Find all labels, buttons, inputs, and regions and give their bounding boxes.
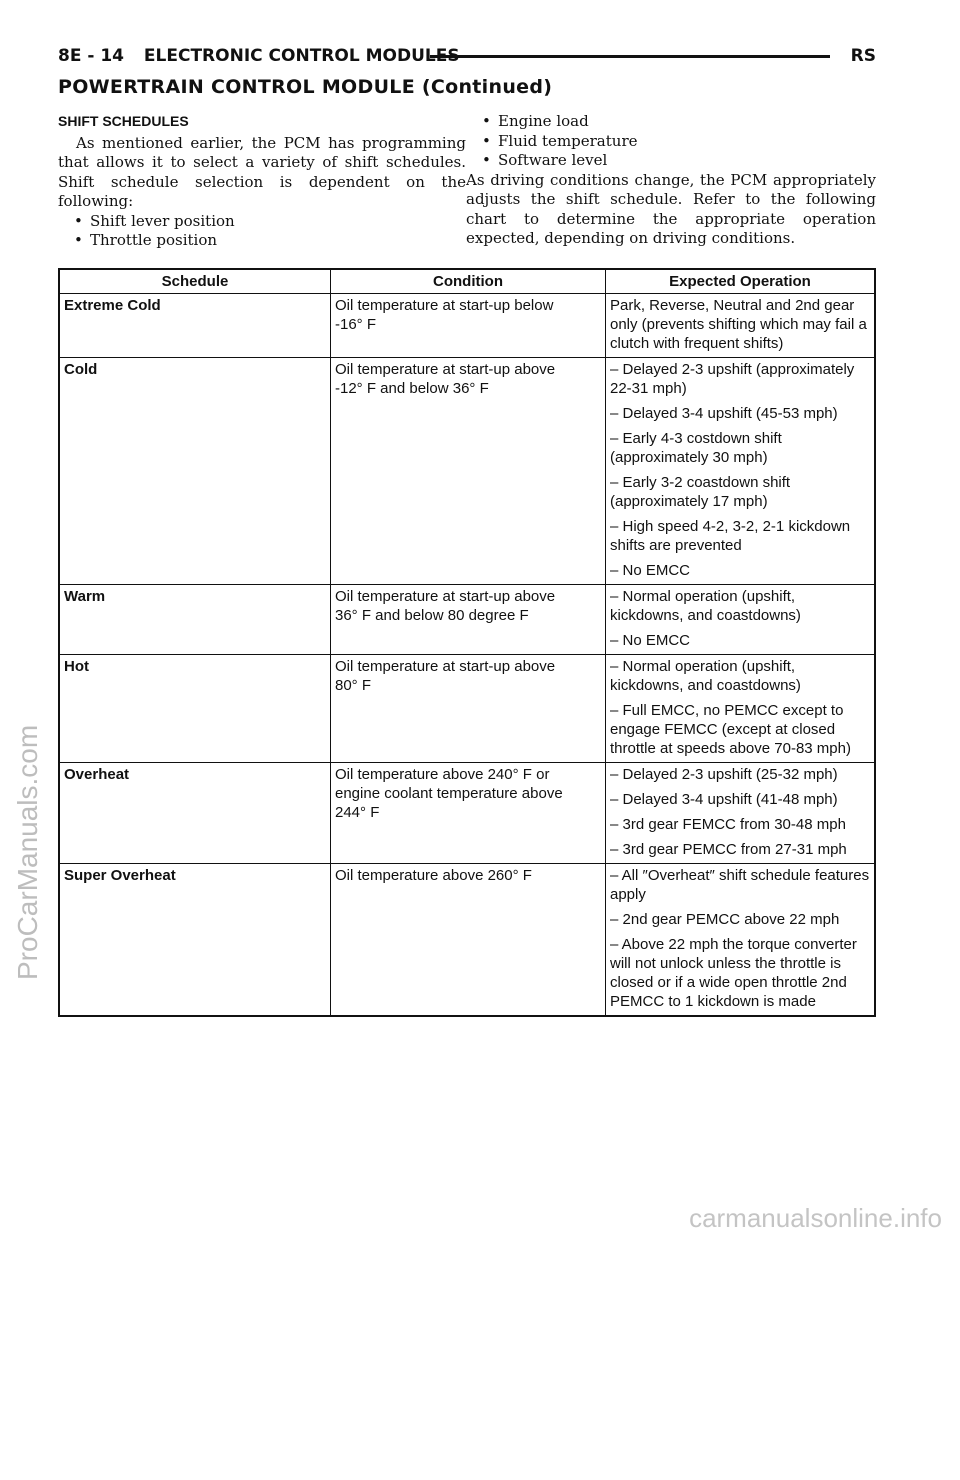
operation-cell: [606, 763, 876, 864]
page-header: [58, 46, 876, 70]
operation-item: – 3rd gear PEMCC from 27-31 mph: [610, 841, 847, 858]
operation-item: – Early 3-2 coastdown shift (approximately 17 mph): [610, 474, 791, 510]
bullet-list-left: [58, 212, 466, 251]
operation-item: – No EMCC: [610, 562, 691, 579]
header-rule: [430, 55, 830, 58]
bullet-item: • Software level: [492, 151, 876, 171]
schedule-name: Overheat: [59, 763, 331, 864]
operation-item: – Delayed 3-4 upshift (45-53 mph): [610, 405, 838, 422]
condition-cell: [331, 585, 606, 655]
side-watermark-container: [12, 724, 52, 1480]
side-watermark: ProCarManuals.com: [12, 724, 43, 980]
operation-cell: [606, 655, 876, 763]
operation-item: – All ″Overheat″ shift schedule features apply: [610, 867, 870, 903]
schedule-name: Warm: [59, 585, 331, 655]
table-row: [59, 294, 875, 358]
page-number: 8E - 14: [58, 46, 124, 66]
continued-title: POWERTRAIN CONTROL MODULE (Continued): [58, 76, 553, 98]
operation-item: – High speed 4-2, 3-2, 2-1 kickdown shifts are prevented: [610, 518, 851, 554]
schedule-name: Super Overheat: [59, 864, 331, 1017]
followup-paragraph: As driving conditions change, the PCM appropriately adjusts the shift schedule. Refer to the following chart to determine the appropriate operation expected, depending on driving conditions.: [466, 170, 876, 247]
intro-paragraph: As mentioned earlier, the PCM has programming that allows it to select a variety of shift schedules. Shift schedule selection is dependent on the following:: [58, 133, 466, 210]
operation-cell: [606, 864, 876, 1017]
operation-item: – Early 4-3 costdown shift (approximately 30 mph): [610, 430, 782, 466]
table-row: [59, 763, 875, 864]
condition-line: Oil temperature at start-up above: [335, 588, 556, 605]
model-code: RS: [850, 46, 876, 66]
bottom-watermark: carmanualsonline.info: [689, 1203, 942, 1233]
operation-item: – Normal operation (upshift, kickdowns, and coastdowns): [610, 588, 801, 624]
bullet-list-right: [466, 112, 876, 171]
bullet-item: • Engine load: [492, 112, 876, 132]
table-row: [59, 864, 875, 1017]
condition-line: Oil temperature above 240° F or: [335, 766, 550, 783]
condition-line: Oil temperature above 260° F: [335, 867, 532, 884]
operation-item: – Delayed 3-4 upshift (41-48 mph): [610, 791, 838, 808]
operation-item: – 3rd gear FEMCC from 30-48 mph: [610, 816, 846, 833]
condition-line: 80° F: [335, 677, 372, 694]
bullet-item: • Fluid temperature: [492, 132, 876, 152]
table-header-row: [59, 269, 875, 294]
condition-line: 36° F and below 80 degree F: [335, 607, 529, 624]
bullet-item: • Throttle position: [84, 231, 466, 251]
column-header-expected-operation: Expected Operation: [606, 269, 876, 294]
schedule-name: Hot: [59, 655, 331, 763]
operation-item: – Delayed 2-3 upshift (25-32 mph): [610, 766, 838, 783]
bullet-item: • Shift lever position: [84, 212, 466, 232]
shift-schedules-heading: SHIFT SCHEDULES: [58, 113, 189, 129]
schedule-name: Extreme Cold: [59, 294, 331, 358]
condition-line: Oil temperature at start-up above: [335, 658, 556, 675]
table-row: [59, 585, 875, 655]
column-header-condition: Condition: [331, 269, 606, 294]
left-column: [58, 112, 466, 251]
section-title: ELECTRONIC CONTROL MODULES: [143, 46, 460, 66]
operation-item: Park, Reverse, Neutral and 2nd gear only (prevents shifting which may fail a clutch with frequent shifts): [610, 297, 867, 352]
operation-cell: [606, 585, 876, 655]
condition-cell: [331, 294, 606, 358]
condition-line: Oil temperature at start-up above: [335, 361, 556, 378]
condition-line: -16° F: [335, 316, 377, 333]
shift-schedule-table: [58, 268, 876, 1017]
operation-item: – Above 22 mph the torque converter will not unlock unless the throttle is closed or if a wide open throttle 2nd PEMCC to 1 kickdown is made: [610, 936, 857, 1010]
condition-cell: [331, 763, 606, 864]
right-column: [466, 112, 876, 249]
operation-cell: [606, 294, 876, 358]
operation-item: – Normal operation (upshift, kickdowns, and coastdowns): [610, 658, 801, 694]
column-header-schedule: Schedule: [59, 269, 331, 294]
condition-cell: [331, 358, 606, 585]
condition-line: -12° F and below 36° F: [335, 380, 489, 397]
condition-line: 244° F: [335, 804, 380, 821]
operation-item: – 2nd gear PEMCC above 22 mph: [610, 911, 840, 928]
header-left: [58, 46, 460, 66]
condition-cell: [331, 655, 606, 763]
table-row: [59, 358, 875, 585]
table-row: [59, 655, 875, 763]
schedule-name: Cold: [59, 358, 331, 585]
condition-line: engine coolant temperature above: [335, 785, 563, 802]
operation-item: – Delayed 2-3 upshift (approximately 22-31 mph): [610, 361, 855, 397]
condition-cell: [331, 864, 606, 1017]
operation-item: – Full EMCC, no PEMCC except to engage FEMCC (except at closed throttle at speeds above 70-83 mph): [610, 702, 851, 757]
operation-item: – No EMCC: [610, 632, 691, 649]
condition-line: Oil temperature at start-up below: [335, 297, 554, 314]
operation-cell: [606, 358, 876, 585]
